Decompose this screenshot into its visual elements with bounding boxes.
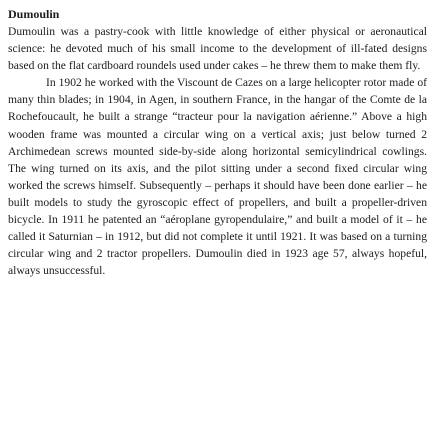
article-heading: Dumoulin — [8, 7, 60, 21]
article-paragraph-2: In 1902 he worked with the Viscount de Cazes on a large helicopter rotor made of many thin blades; in 1904, in Agen, in southern France, in the hangar of the Comte de la Rochefoucault, he built a strange “tracteur pour la navigation aérienne.” Above a high wooden frame was mounted a circular wing on a vertical axis; just below turned 2 Archimedean screws mounted side-by-side along horizontal semicylindrical cowlings. The wing turned on its axis, and the pilot sitting under a second fixed circular wing worked the screws himself. Subsequently – perhaps it should have been done earlier – he built models to study the gyroscopic effect of propellers, and built a propeller-driven bicycle. In 1911 he patented an “aéroplane gyropendulaire,” and built a model of it – he called it Saturnian – in 1912, but did not complete it until 1921. It was based on a turning circular wing and 2 tractor propellers. Dumoulin died in 1923 age 57, always hopeful, always unsuccessful. — [8, 76, 427, 278]
article-paragraph-1: Dumoulin was a pastry-cook with little knowledge of either physical or aeronautical science: he devoted much of his small income to the development of ill-fated designs based on the flat cardboard roundels used under cakes – he threw them to make them fly. — [8, 25, 427, 73]
article — [8, 6, 427, 279]
